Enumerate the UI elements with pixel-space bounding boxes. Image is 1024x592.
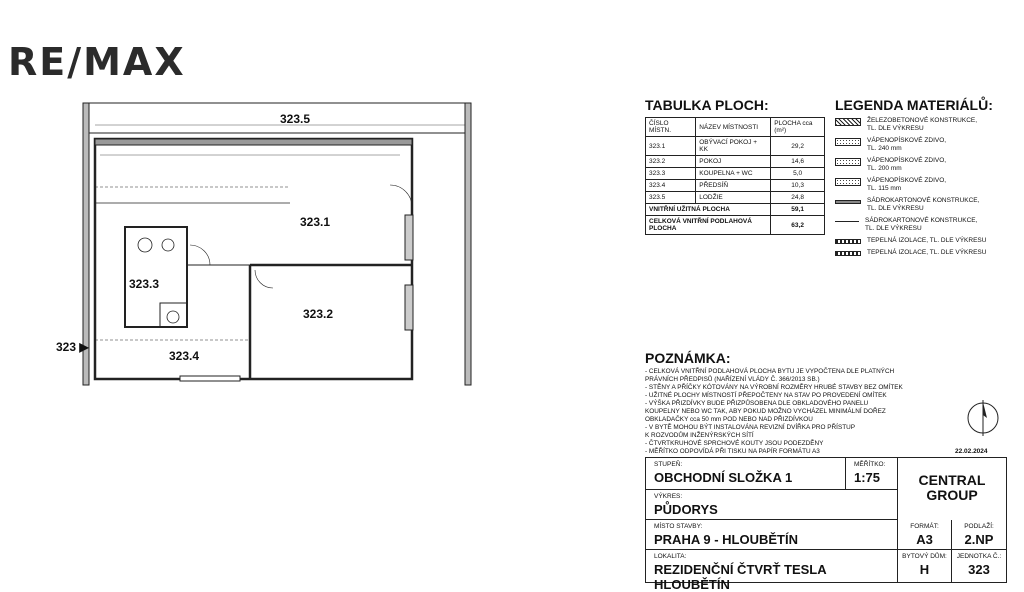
total-usable-row: VNITŘNÍ UŽITNÁ PLOCHA 59,1 [646, 204, 825, 216]
legend-item: TEPELNÁ IZOLACE, TL. DLE VÝKRESU [835, 249, 1020, 257]
note-line: - STĚNY A PŘÍČKY KÓTOVÁNY NA VÝROBNÍ ROZMĚRY HRUBÉ STAVBY BEZ OMÍTEK [645, 384, 903, 391]
note-line: - MĚŘÍTKO ODPOVÍDÁ PŘI TISKU NA PAPÍR FORMÁTU A3 [645, 448, 820, 455]
drawing-date: 22.02.2024 [955, 448, 988, 455]
unit-marker: 323 ▶ [56, 340, 89, 354]
site-cell: MÍSTO STAVBY: PRAHA 9 - HLOUBĚTÍN [646, 520, 898, 550]
unit-cell: JEDNOTKA Č.: 323 [956, 553, 1002, 577]
room-323-2-label: 323.2 [303, 307, 334, 321]
drawing-cell: VÝKRES: PŮDORYS [646, 490, 898, 520]
legend-item: VÁPENOPÍSKOVÉ ZDIVO, TL. 240 mm [835, 137, 1020, 153]
col-name: NÁZEV MÍSTNOSTI [696, 118, 771, 137]
legend-item: TEPELNÁ IZOLACE, TL. DLE VÝKRESU [835, 237, 1020, 245]
room-323-3-label: 323.3 [129, 277, 160, 291]
note-line: K ROZVODŮM INŽENÝRSKÝCH SÍTÍ [645, 432, 754, 439]
table-row: 323.2 POKOJ 14,6 [646, 156, 825, 168]
note-line: KOUPELNY NEBO WC TAK, ABY POKUD MOŽNO VYCHÁZEL MINIMÁLNÍ DOŘEZ [645, 408, 886, 415]
stage-cell: STUPEŇ: OBCHODNÍ SLOŽKA 1 [646, 458, 846, 490]
legend-item: VÁPENOPÍSKOVÉ ZDIVO, TL. 115 mm [835, 177, 1020, 193]
north-arrow-icon [966, 398, 1000, 438]
table-row: 323.1 OBÝVACÍ POKOJ + KK 29,2 [646, 137, 825, 156]
note-line: - V BYTĚ MOHOU BÝT INSTALOVÁNA REVIZNÍ DVÍŘKA PRO PŘÍSTUP [645, 424, 855, 431]
scale-cell: MĚŘÍTKO: 1:75 [846, 458, 898, 490]
note-line: - VÝŠKA PŘIZDÍVKY BUDE PŘIZPŮSOBENA DLE OBKLADOVÉHO PANELU [645, 400, 869, 407]
legend-item: SÁDROKARTONOVÉ KONSTRUKCE, TL. DLE VÝKRESU [835, 217, 1020, 233]
remax-logo: RE/MAX [8, 40, 186, 84]
area-table-title: TABULKA PLOCH: [645, 97, 769, 113]
note-line: - CELKOVÁ VNITŘNÍ PODLAHOVÁ PLOCHA BYTU JE VYPOČTENA DLE PLATNÝCH [645, 368, 895, 375]
room-323-1-label: 323.1 [300, 215, 331, 229]
note-line: OBKLADAČKY cca 50 mm POD NEBO NAD PŘIZDÍVKOU [645, 416, 813, 423]
format-cell: FORMÁT: A3 [898, 520, 952, 550]
total-floor-row: CELKOVÁ VNITŘNÍ PODLAHOVÁ PLOCHA 63,2 [646, 216, 825, 235]
table-row: 323.5 LODŽIE 24,8 [646, 192, 825, 204]
col-area: PLOCHA cca (m²) [771, 118, 825, 137]
area-table [645, 117, 825, 235]
note-line: PRÁVNÍCH PŘEDPISŮ (NAŘÍZENÍ VLÁDY Č. 366/2013 SB.) [645, 376, 820, 383]
legend-item: ŽELEZOBETONOVÉ KONSTRUKCE, TL. DLE VÝKRESU [835, 117, 1020, 133]
room-323-5-label: 323.5 [280, 112, 311, 126]
note-line: - UŽITNÉ PLOCHY MÍSTNOSTÍ PŘEPOČTENY NA STAV PO PROVEDENÍ OMÍTEK [645, 392, 887, 399]
building-cell: BYTOVÝ DŮM: H [898, 550, 952, 582]
material-legend [835, 97, 1020, 261]
title-block [645, 457, 1007, 592]
notes-title: POZNÁMKA: [645, 350, 731, 366]
notes-section [645, 350, 945, 456]
note-line: - ČTVRTKRUHOVÉ SPRCHOVÉ KOUTY JSOU PODEZDĚNY [645, 440, 824, 447]
table-row: 323.3 KOUPELNA + WC 5,0 [646, 168, 825, 180]
legend-item: VÁPENOPÍSKOVÉ ZDIVO, TL. 200 mm [835, 157, 1020, 173]
col-number: ČÍSLO MÍSTN. [646, 118, 696, 137]
floor-cell: PODLAŽÍ: 2.NP [952, 520, 1006, 550]
room-323-4-label: 323.4 [169, 349, 200, 363]
central-group-logo: CENTRAL GROUP [918, 472, 986, 503]
area-table-section [645, 97, 825, 235]
locality-cell: LOKALITA: REZIDENČNÍ ČTVRŤ TESLA HLOUBĚTÍN [646, 550, 898, 582]
legend-title: LEGENDA MATERIÁLŮ: [835, 97, 993, 113]
table-row: 323.4 PŘEDSÍŇ 10,3 [646, 180, 825, 192]
legend-item: SÁDROKARTONOVÉ KONSTRUKCE, TL. DLE VÝKRESU [835, 197, 1020, 213]
